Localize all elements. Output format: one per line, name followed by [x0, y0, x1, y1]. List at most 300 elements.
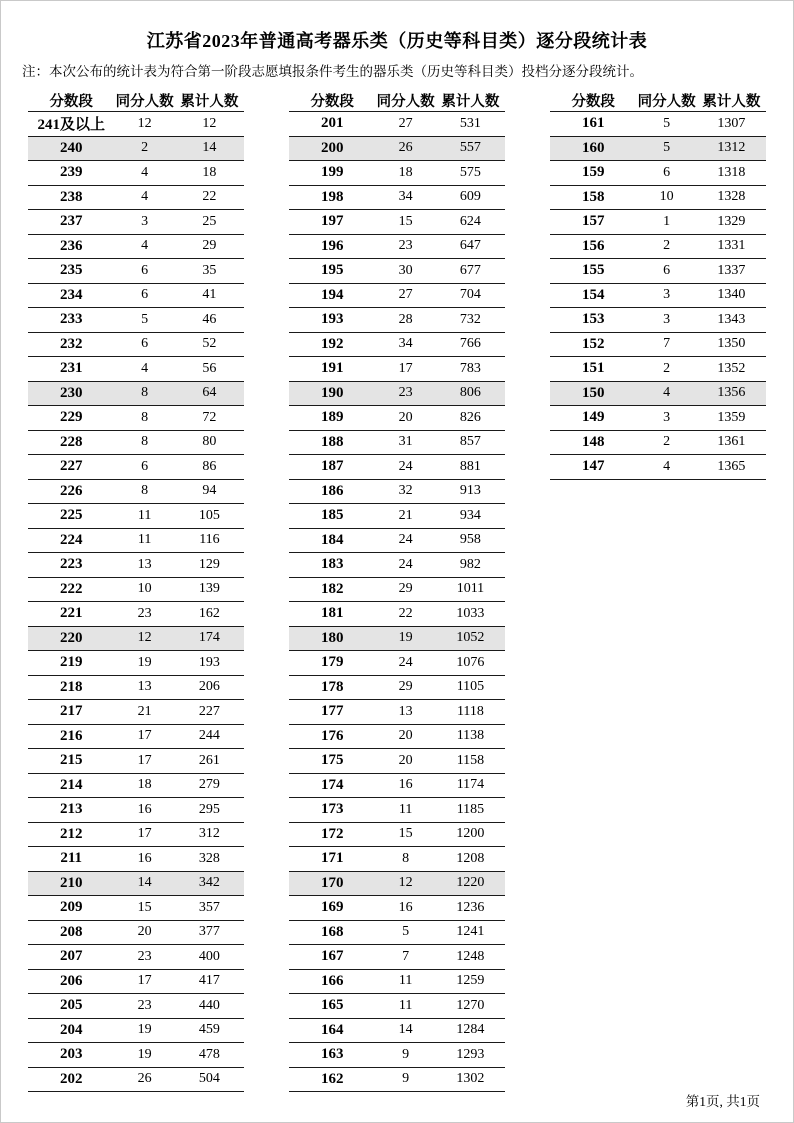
- table-row: [28, 724, 244, 749]
- cell-cumulative: 1138: [436, 724, 505, 749]
- table-row: [28, 430, 244, 455]
- cell-cumulative: 1200: [436, 822, 505, 847]
- cell-count: 4: [114, 185, 174, 210]
- cell-cumulative: 139: [175, 577, 244, 602]
- table-row: [289, 283, 505, 308]
- cell-count: 3: [636, 308, 696, 333]
- cell-count: 23: [375, 234, 435, 259]
- cell-count: 1: [636, 210, 696, 235]
- column-header-cumulative: 累计人数: [175, 89, 244, 112]
- table-row: [289, 528, 505, 553]
- cell-cumulative: 732: [436, 308, 505, 333]
- cell-count: 29: [375, 577, 435, 602]
- cell-count: 9: [375, 1043, 435, 1068]
- cell-score: 198: [289, 185, 375, 210]
- cell-score: 241及以上: [28, 112, 114, 137]
- cell-score: 206: [28, 969, 114, 994]
- cell-cumulative: 1236: [436, 896, 505, 921]
- table-row: [289, 749, 505, 774]
- column-header-count: 同分人数: [114, 89, 174, 112]
- table-row: [289, 822, 505, 847]
- table-body: [28, 112, 244, 1092]
- cell-cumulative: 25: [175, 210, 244, 235]
- column-header-cumulative: 累计人数: [436, 89, 505, 112]
- cell-score: 200: [289, 136, 375, 161]
- cell-score: 150: [550, 381, 636, 406]
- cell-score: 215: [28, 749, 114, 774]
- cell-cumulative: 227: [175, 700, 244, 725]
- note-text: 注：本次公布的统计表为符合第一阶段志愿填报条件考生的器乐类（历史等科目类）投档分逐分段统计。: [22, 64, 643, 79]
- table-row: [28, 651, 244, 676]
- cell-cumulative: 1365: [697, 455, 766, 480]
- table-row: [28, 798, 244, 823]
- cell-score: 155: [550, 259, 636, 284]
- cell-count: 11: [375, 798, 435, 823]
- table-body: [550, 112, 766, 480]
- cell-count: 8: [114, 406, 174, 431]
- cell-cumulative: 328: [175, 847, 244, 872]
- cell-score: 222: [28, 577, 114, 602]
- table-row: [550, 381, 766, 406]
- cell-count: 24: [375, 651, 435, 676]
- table-row: [28, 871, 244, 896]
- cell-count: 6: [114, 259, 174, 284]
- cell-count: 23: [114, 945, 174, 970]
- cell-score: 216: [28, 724, 114, 749]
- cell-count: 9: [375, 1067, 435, 1092]
- cell-cumulative: 1331: [697, 234, 766, 259]
- cell-count: 17: [114, 822, 174, 847]
- cell-score: 166: [289, 969, 375, 994]
- cell-score: 165: [289, 994, 375, 1019]
- cell-cumulative: 417: [175, 969, 244, 994]
- cell-cumulative: 1248: [436, 945, 505, 970]
- table-row: [28, 259, 244, 284]
- cell-score: 238: [28, 185, 114, 210]
- cell-count: 16: [375, 773, 435, 798]
- cell-cumulative: 934: [436, 504, 505, 529]
- table-row: [550, 455, 766, 480]
- cell-count: 14: [114, 871, 174, 896]
- cell-count: 17: [114, 969, 174, 994]
- table-row: [28, 234, 244, 259]
- table-row: [550, 259, 766, 284]
- table-row: [28, 920, 244, 945]
- cell-score: 153: [550, 308, 636, 333]
- cell-count: 24: [375, 553, 435, 578]
- cell-count: 16: [375, 896, 435, 921]
- cell-count: 2: [636, 430, 696, 455]
- cell-score: 173: [289, 798, 375, 823]
- cell-cumulative: 1350: [697, 332, 766, 357]
- cell-count: 13: [114, 553, 174, 578]
- cell-score: 182: [289, 577, 375, 602]
- column-header-count: 同分人数: [375, 89, 435, 112]
- table-row: [289, 626, 505, 651]
- cell-count: 8: [375, 847, 435, 872]
- cell-cumulative: 35: [175, 259, 244, 284]
- cell-count: 23: [375, 381, 435, 406]
- cell-count: 4: [636, 455, 696, 480]
- cell-cumulative: 1359: [697, 406, 766, 431]
- cell-count: 19: [114, 1018, 174, 1043]
- cell-cumulative: 1352: [697, 357, 766, 382]
- cell-score: 174: [289, 773, 375, 798]
- cell-cumulative: 94: [175, 479, 244, 504]
- cell-cumulative: 1340: [697, 283, 766, 308]
- cell-score: 156: [550, 234, 636, 259]
- table-row: [28, 969, 244, 994]
- table-header: [550, 89, 766, 112]
- cell-cumulative: 56: [175, 357, 244, 382]
- table-row: [289, 675, 505, 700]
- table-header: [289, 89, 505, 112]
- table-row: [289, 455, 505, 480]
- table-row: [289, 210, 505, 235]
- cell-cumulative: 913: [436, 479, 505, 504]
- cell-score: 233: [28, 308, 114, 333]
- cell-count: 7: [636, 332, 696, 357]
- cell-cumulative: 1270: [436, 994, 505, 1019]
- table-row: [28, 308, 244, 333]
- cell-cumulative: 1259: [436, 969, 505, 994]
- table-row: [28, 210, 244, 235]
- cell-score: 162: [289, 1067, 375, 1092]
- score-table-1: [28, 89, 244, 1092]
- cell-cumulative: 1337: [697, 259, 766, 284]
- cell-score: 191: [289, 357, 375, 382]
- cell-cumulative: 1343: [697, 308, 766, 333]
- cell-count: 2: [636, 234, 696, 259]
- cell-count: 8: [114, 430, 174, 455]
- cell-cumulative: 624: [436, 210, 505, 235]
- cell-cumulative: 14: [175, 136, 244, 161]
- cell-cumulative: 1011: [436, 577, 505, 602]
- cell-score: 193: [289, 308, 375, 333]
- column-header-count: 同分人数: [636, 89, 696, 112]
- cell-count: 10: [636, 185, 696, 210]
- cell-score: 148: [550, 430, 636, 455]
- cell-cumulative: 46: [175, 308, 244, 333]
- cell-cumulative: 12: [175, 112, 244, 137]
- cell-cumulative: 29: [175, 234, 244, 259]
- cell-count: 4: [114, 161, 174, 186]
- cell-count: 4: [636, 381, 696, 406]
- cell-count: 15: [114, 896, 174, 921]
- cell-cumulative: 1052: [436, 626, 505, 651]
- cell-score: 199: [289, 161, 375, 186]
- cell-count: 5: [636, 112, 696, 137]
- cell-score: 217: [28, 700, 114, 725]
- cell-cumulative: 105: [175, 504, 244, 529]
- cell-score: 235: [28, 259, 114, 284]
- cell-score: 237: [28, 210, 114, 235]
- cell-score: 239: [28, 161, 114, 186]
- table-row: [289, 504, 505, 529]
- cell-score: 163: [289, 1043, 375, 1068]
- table-row: [289, 724, 505, 749]
- cell-count: 27: [375, 283, 435, 308]
- cell-cumulative: 1307: [697, 112, 766, 137]
- cell-count: 30: [375, 259, 435, 284]
- cell-cumulative: 1302: [436, 1067, 505, 1092]
- cell-score: 204: [28, 1018, 114, 1043]
- cell-cumulative: 982: [436, 553, 505, 578]
- cell-score: 189: [289, 406, 375, 431]
- cell-score: 152: [550, 332, 636, 357]
- table-row: [550, 112, 766, 137]
- table-row: [28, 185, 244, 210]
- cell-score: 213: [28, 798, 114, 823]
- cell-cumulative: 1318: [697, 161, 766, 186]
- cell-cumulative: 1284: [436, 1018, 505, 1043]
- cell-count: 15: [375, 822, 435, 847]
- cell-cumulative: 41: [175, 283, 244, 308]
- cell-cumulative: 766: [436, 332, 505, 357]
- cell-score: 183: [289, 553, 375, 578]
- cell-count: 13: [114, 675, 174, 700]
- cell-cumulative: 826: [436, 406, 505, 431]
- cell-score: 214: [28, 773, 114, 798]
- table-row: [289, 112, 505, 137]
- cell-count: 4: [114, 357, 174, 382]
- cell-count: 19: [375, 626, 435, 651]
- cell-count: 23: [114, 994, 174, 1019]
- cell-count: 11: [375, 994, 435, 1019]
- table-row: [289, 945, 505, 970]
- cell-cumulative: 1293: [436, 1043, 505, 1068]
- table-row: [550, 136, 766, 161]
- cell-count: 5: [114, 308, 174, 333]
- cell-count: 12: [114, 626, 174, 651]
- score-table-2: [289, 89, 505, 1092]
- table-row: [28, 773, 244, 798]
- cell-cumulative: 342: [175, 871, 244, 896]
- cell-cumulative: 609: [436, 185, 505, 210]
- cell-cumulative: 1033: [436, 602, 505, 627]
- table-row: [289, 1018, 505, 1043]
- cell-cumulative: 857: [436, 430, 505, 455]
- table-row: [28, 455, 244, 480]
- tables-container: [1, 89, 793, 1092]
- table-row: [550, 185, 766, 210]
- table-row: [289, 430, 505, 455]
- cell-count: 6: [636, 259, 696, 284]
- cell-count: 2: [636, 357, 696, 382]
- cell-count: 32: [375, 479, 435, 504]
- cell-count: 16: [114, 847, 174, 872]
- cell-score: 221: [28, 602, 114, 627]
- cell-cumulative: 531: [436, 112, 505, 137]
- cell-count: 5: [636, 136, 696, 161]
- cell-score: 195: [289, 259, 375, 284]
- cell-cumulative: 261: [175, 749, 244, 774]
- cell-count: 19: [114, 651, 174, 676]
- cell-score: 154: [550, 283, 636, 308]
- table-row: [28, 553, 244, 578]
- cell-cumulative: 206: [175, 675, 244, 700]
- cell-count: 22: [375, 602, 435, 627]
- table-row: [550, 357, 766, 382]
- cell-cumulative: 557: [436, 136, 505, 161]
- table-row: [28, 577, 244, 602]
- table-row: [289, 234, 505, 259]
- cell-cumulative: 193: [175, 651, 244, 676]
- cell-score: 205: [28, 994, 114, 1019]
- table-row: [289, 136, 505, 161]
- table-row: [289, 185, 505, 210]
- cell-score: 179: [289, 651, 375, 676]
- cell-count: 11: [114, 504, 174, 529]
- cell-count: 28: [375, 308, 435, 333]
- table-row: [28, 283, 244, 308]
- cell-score: 208: [28, 920, 114, 945]
- cell-cumulative: 958: [436, 528, 505, 553]
- table-row: [28, 406, 244, 431]
- table-row: [28, 528, 244, 553]
- table-row: [28, 479, 244, 504]
- cell-count: 6: [114, 332, 174, 357]
- table-row: [28, 945, 244, 970]
- cell-score: 231: [28, 357, 114, 382]
- table-row: [550, 332, 766, 357]
- cell-cumulative: 1158: [436, 749, 505, 774]
- page-title: 江苏省2023年普通高考器乐类（历史等科目类）逐分段统计表: [146, 31, 648, 51]
- cell-count: 6: [114, 283, 174, 308]
- table-row: [289, 1043, 505, 1068]
- table-row: [289, 920, 505, 945]
- cell-count: 10: [114, 577, 174, 602]
- table-row: [28, 700, 244, 725]
- cell-cumulative: 162: [175, 602, 244, 627]
- cell-cumulative: 1241: [436, 920, 505, 945]
- cell-count: 19: [114, 1043, 174, 1068]
- table-row: [28, 504, 244, 529]
- cell-count: 21: [114, 700, 174, 725]
- cell-cumulative: 1329: [697, 210, 766, 235]
- cell-score: 236: [28, 234, 114, 259]
- cell-count: 16: [114, 798, 174, 823]
- cell-score: 210: [28, 871, 114, 896]
- cell-score: 197: [289, 210, 375, 235]
- cell-score: 228: [28, 430, 114, 455]
- cell-score: 227: [28, 455, 114, 480]
- table-row: [28, 626, 244, 651]
- table-row: [550, 234, 766, 259]
- score-table-3: [550, 89, 766, 480]
- cell-cumulative: 440: [175, 994, 244, 1019]
- cell-count: 12: [114, 112, 174, 137]
- cell-cumulative: 677: [436, 259, 505, 284]
- table-row: [550, 161, 766, 186]
- table-row: [28, 602, 244, 627]
- table-row: [28, 136, 244, 161]
- cell-count: 20: [114, 920, 174, 945]
- table-row: [28, 1018, 244, 1043]
- cell-cumulative: 459: [175, 1018, 244, 1043]
- cell-score: 159: [550, 161, 636, 186]
- cell-count: 8: [114, 479, 174, 504]
- cell-score: 164: [289, 1018, 375, 1043]
- cell-count: 11: [375, 969, 435, 994]
- table-header: [28, 89, 244, 112]
- table-row: [289, 602, 505, 627]
- table-row: [289, 161, 505, 186]
- cell-cumulative: 52: [175, 332, 244, 357]
- cell-count: 3: [114, 210, 174, 235]
- cell-count: 17: [114, 749, 174, 774]
- table-row: [28, 1067, 244, 1092]
- page-indicator: 第1页, 共1页: [685, 1094, 760, 1109]
- cell-score: 203: [28, 1043, 114, 1068]
- cell-cumulative: 1076: [436, 651, 505, 676]
- cell-cumulative: 1174: [436, 773, 505, 798]
- cell-score: 149: [550, 406, 636, 431]
- cell-cumulative: 295: [175, 798, 244, 823]
- table-row: [289, 479, 505, 504]
- table-row: [28, 675, 244, 700]
- cell-cumulative: 783: [436, 357, 505, 382]
- cell-cumulative: 1208: [436, 847, 505, 872]
- cell-cumulative: 1118: [436, 700, 505, 725]
- table-row: [28, 381, 244, 406]
- cell-cumulative: 116: [175, 528, 244, 553]
- cell-cumulative: 64: [175, 381, 244, 406]
- cell-count: 8: [114, 381, 174, 406]
- cell-score: 147: [550, 455, 636, 480]
- column-header-score: 分数段: [550, 89, 636, 112]
- cell-score: 230: [28, 381, 114, 406]
- cell-score: 192: [289, 332, 375, 357]
- column-header-cumulative: 累计人数: [697, 89, 766, 112]
- table-row: [28, 1043, 244, 1068]
- cell-count: 11: [114, 528, 174, 553]
- table-row: [550, 283, 766, 308]
- cell-score: 184: [289, 528, 375, 553]
- cell-score: 201: [289, 112, 375, 137]
- cell-score: 218: [28, 675, 114, 700]
- cell-count: 26: [114, 1067, 174, 1092]
- cell-score: 187: [289, 455, 375, 480]
- table-row: [289, 896, 505, 921]
- cell-cumulative: 279: [175, 773, 244, 798]
- cell-count: 31: [375, 430, 435, 455]
- cell-count: 24: [375, 528, 435, 553]
- table-row: [289, 1067, 505, 1092]
- cell-score: 223: [28, 553, 114, 578]
- table-row: [289, 553, 505, 578]
- cell-count: 6: [114, 455, 174, 480]
- table-row: [550, 430, 766, 455]
- table-row: [289, 969, 505, 994]
- cell-score: 178: [289, 675, 375, 700]
- cell-count: 18: [375, 161, 435, 186]
- cell-score: 220: [28, 626, 114, 651]
- cell-cumulative: 647: [436, 234, 505, 259]
- cell-score: 168: [289, 920, 375, 945]
- table-row: [289, 308, 505, 333]
- cell-score: 160: [550, 136, 636, 161]
- table-row: [28, 749, 244, 774]
- cell-score: 202: [28, 1067, 114, 1092]
- cell-cumulative: 881: [436, 455, 505, 480]
- cell-cumulative: 478: [175, 1043, 244, 1068]
- cell-score: 157: [550, 210, 636, 235]
- cell-count: 18: [114, 773, 174, 798]
- cell-cumulative: 1328: [697, 185, 766, 210]
- cell-score: 185: [289, 504, 375, 529]
- cell-score: 232: [28, 332, 114, 357]
